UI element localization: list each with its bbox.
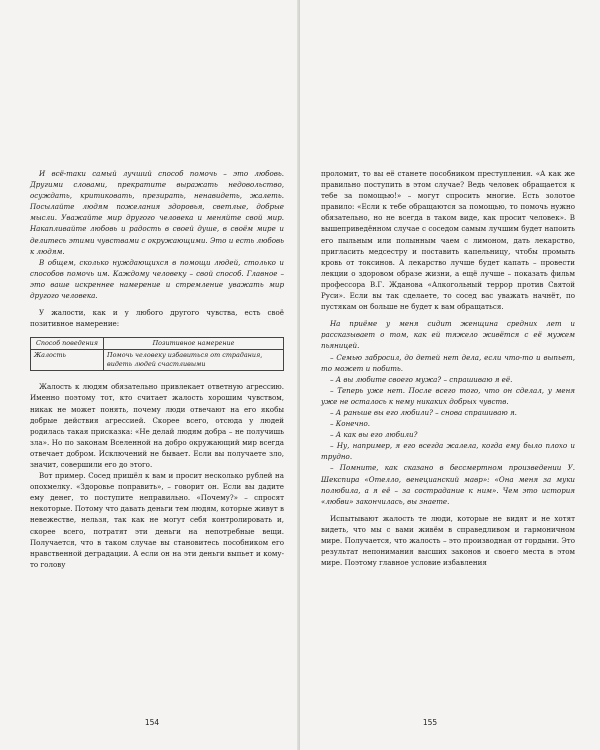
dialogue-line: – Семью забросил, до детей нет дела, если что-то и выпьет, то может и побить. [321,352,575,373]
right-page [300,0,600,750]
table-header-cell: Позитивное намерение [104,338,284,350]
table-header-row [31,338,284,350]
right-text-column [321,168,575,568]
page-number: 155 [422,718,438,727]
intention-table [30,337,284,371]
dialogue-line: – А вы любите своего мужа? – спрашиваю я её. [330,374,513,384]
dialogue-block [321,318,575,507]
paragraph: И всё-таки самый лучший способ помочь – это любовь. Другими словами, прекратите выражать недовольство, осуждать, критиковать, презирать, ненавидеть, жалеть. Посылайте людям пожелания здоровья, светлые, добрые мысли. Уважайте мир другого человека и меняйте свой мир. Накапливайте любовь и радость в своей душе, в своём мире и делитесь этими чувствами с окружающими. Это и есть любовь к людям. [30,169,284,256]
paragraph: проломит, то вы её станете пособником преступления. «А как же правильно поступить в этом случае? Ведь человек обращается к тебе за помощью!» – могут спросить многие. Есть золотое правило: «Если к тебе обращаются за помощью, то помочь нужно обязательно, но не всегда в таком виде, как просит человек». В вышеприведённом случае с соседом самым лучшим будет напоить его пыльным или полынным чаем с лимоном, дать лекарство, пригласить медсестру и поставить капельницу, чтобы промыть кровь от токсинов. А лекарство лучше будет капать – провести лекции о здоровом образе жизни, а ещё лучше – показать фильм профессора В.Г. Жданова «Алкогольный террор против Святой Руси». Если вы так сделаете, то сосед вас уважать начнёт, по пустякам он больше не будет к вам обращаться. [321,169,575,312]
paragraph: В общем, сколько нуждающихся в помощи людей, столько и способов помочь им. Каждому человеку – свой способ. Главное – это ваше искреннее намерение и стремление уважать мир другого человека. [30,257,284,301]
dialogue-line: – Конечно. [330,419,371,429]
page-number: 154 [144,718,160,727]
dialogue-line: На приёме у меня сидит женщина средних лет и рассказывает о том, как ей тяжело живётся с её мужем пьяницей. [321,319,575,351]
table-cell: Жалость [31,350,104,371]
paragraph: Жалость к людям обязательно привлекает ответную агрессию. Именно поэтому тот, кто считает жалость хорошим чувством, никак не может понять, почему люди отвечают на его якобы добрые действия агрессией. Скорее всего, отсюда у людей родилась такая присказка: «Не делай людям добра – не получишь зла». Но по законам Вселенной на добро окружающий мир всегда отвечает добром. Исключений не бывает. Если вы получаете зло, значит, совершили его до этого. [30,382,284,469]
paragraph: У жалости, как и у любого другого чувства, есть своё позитивное намерение: [30,308,284,329]
dialogue-line: – Теперь уже нет. После всего того, что он сделал, у меня уже не осталось к нему никаких добрых чувств. [321,385,575,406]
table-header-cell: Способ поведения [31,338,104,350]
paragraph: Испытывают жалость те люди, которые не видят и не хотят видеть, что мы с вами живём в справедливом и гармоничном мире. Получается, что жалость – это производная от гордыни. Это результат непонимания высших законов и своего места в этом мире. Поэтому главное условие избавления [321,513,575,568]
dialogue-line: – А как вы его любили? [330,430,418,440]
dialogue-line: – Ну, например, я его всегда жалела, когда ему было плохо и трудно. [321,441,575,462]
left-text-column [30,168,284,570]
dialogue-line: – А раньше вы его любили? – снова спрашиваю я. [330,407,517,417]
table-cell: Помочь человеку избавиться от страдания, видеть людей счастливыми [104,350,284,371]
table-row [31,350,284,371]
paragraph: Вот пример. Сосед пришёл к вам и просит несколько рублей на опохмелку. «Здоровье поправить», – говорит он. Если вы дадите ему денег, то поступите неправильно. «Почему?» – спросят некоторые. Потому что давать деньги тем людям, которые живут в невежестве, нельзя, так как не могут себя контролировать и, скорее всего, потратят эти деньги на непотребные вещи. Получается, что в таком случае вы становитесь пособником его нравственной деградации. А если он на эти деньги выпьет и кому-то голову [30,471,284,569]
dialogue-line: – Помните, как сказано в бессмертном произведении У. Шекспира «Отелло, венецианский мавр»: «Она меня за муки полюбила, а я её – за сострадание к ним». Чем это история «любви» закончилась, вы знаете. [321,463,575,506]
